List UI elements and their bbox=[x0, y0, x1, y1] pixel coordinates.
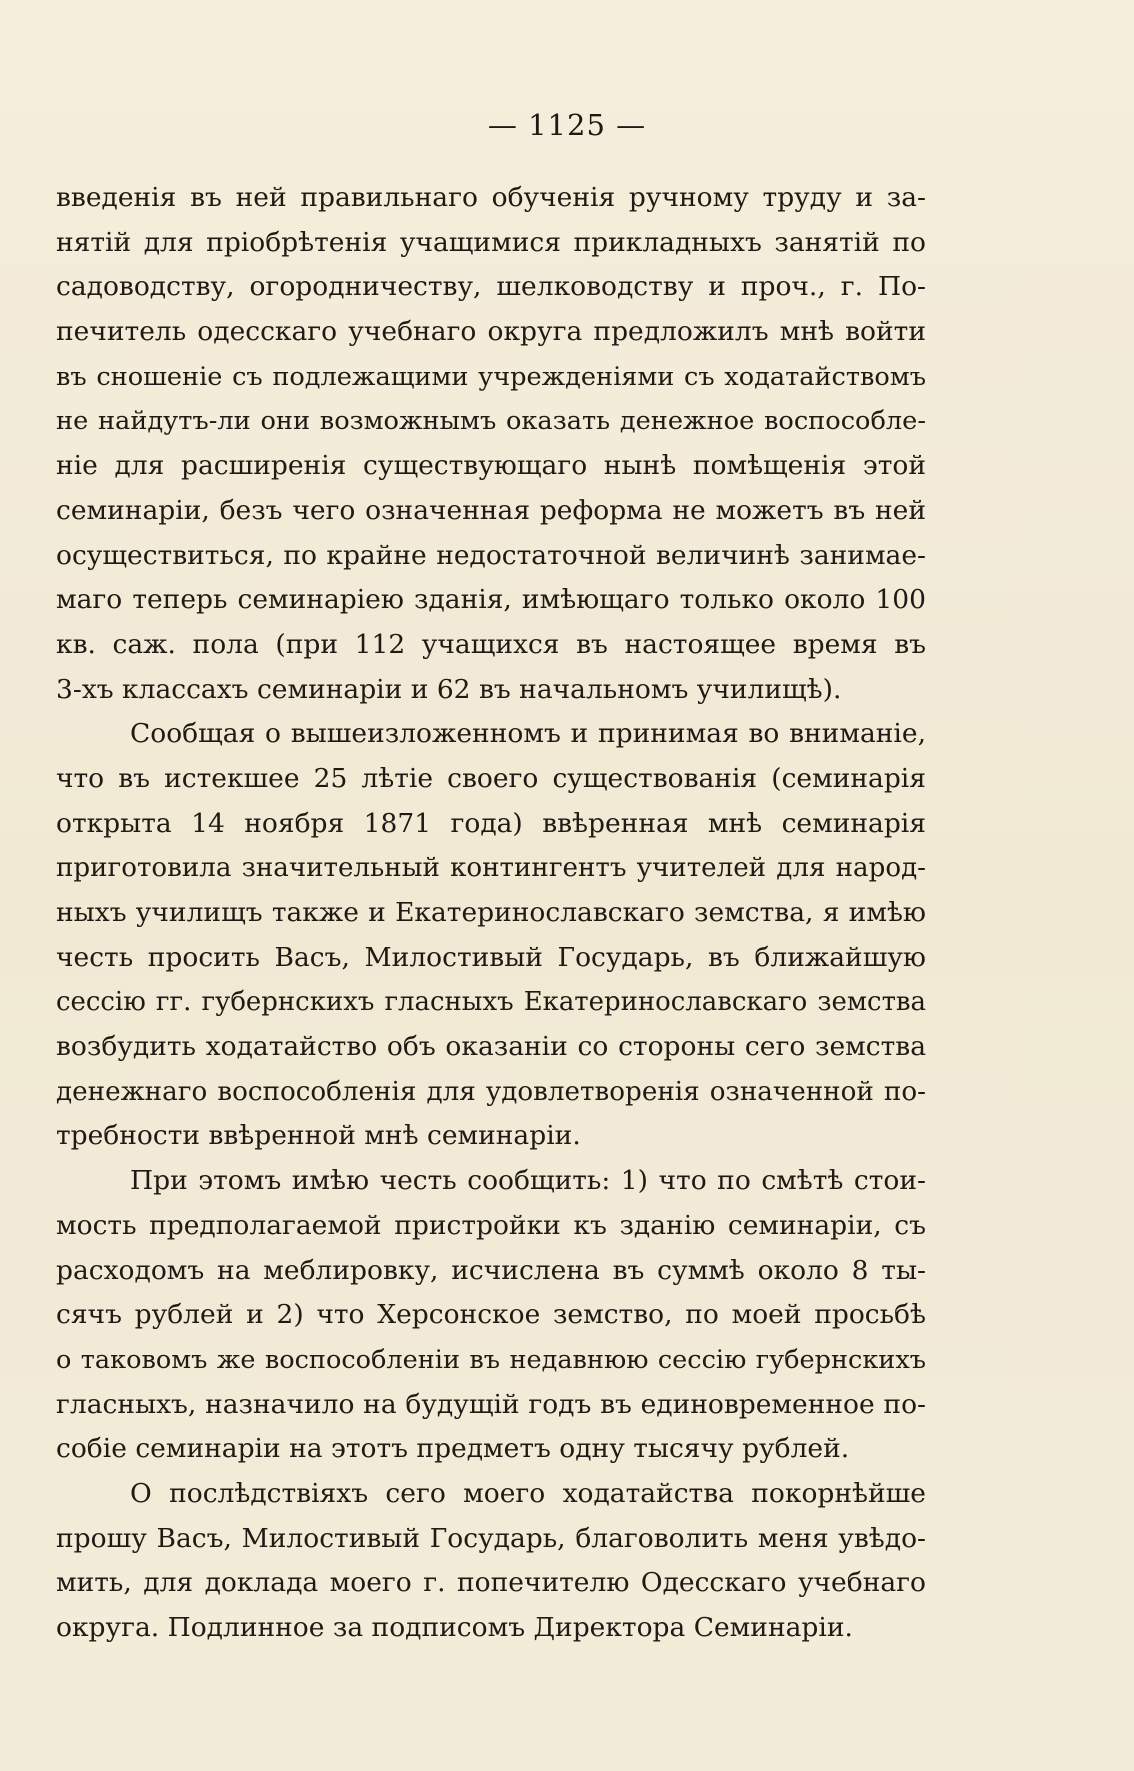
text-line: что въ истекшее 25 лѣтіе своего существованія (семинарія bbox=[56, 762, 926, 794]
text-line: не найдутъ-ли они возможнымъ оказать денежное воспособле- bbox=[56, 406, 926, 437]
text-line: При этомъ имѣю честь сообщить: 1) что по смѣтѣ стои- bbox=[130, 1165, 926, 1197]
text-line: маго теперь семинаріею зданія, имѣющаго только около 100 bbox=[56, 584, 926, 616]
text-line: садоводству, огородничеству, шелководству и проч., г. По- bbox=[56, 271, 926, 303]
text-line: печитель одесскаго учебнаго округа предложилъ мнѣ войти bbox=[56, 316, 926, 348]
text-line: открыта 14 ноября 1871 года) ввѣренная мнѣ семинарія bbox=[56, 807, 926, 839]
body-text bbox=[56, 176, 926, 1651]
text-line: возбудить ходатайство объ оказаніи со стороны сего земства bbox=[56, 1031, 926, 1063]
text-line: сессію гг. губернскихъ гласныхъ Екатеринославскаго земства bbox=[56, 987, 926, 1018]
paragraph-2 bbox=[56, 712, 926, 1159]
text-line: ніе для расширенія существующаго нынѣ помѣщенія этой bbox=[56, 450, 926, 482]
text-line: мость предполагаемой пристройки къ зданію семинаріи, съ bbox=[56, 1209, 926, 1241]
text-line: собіе семинаріи на этотъ предметъ одну тысячу рублей. bbox=[56, 1433, 850, 1465]
text-line: расходомъ на меблировку, исчислена въ суммѣ около 8 ты- bbox=[56, 1254, 926, 1286]
text-line: честь просить Васъ, Милостивый Государь, въ ближайшую bbox=[56, 941, 926, 973]
page-number: — 1125 — bbox=[487, 108, 647, 142]
text-line: о таковомъ же воспособленіи въ недавнюю сессію губернскихъ bbox=[56, 1344, 926, 1375]
paragraph-4 bbox=[56, 1472, 926, 1651]
text-line: требности ввѣренной мнѣ семинаріи. bbox=[56, 1120, 581, 1152]
text-line: 3-хъ классахъ семинаріи и 62 въ начальномъ училищѣ). bbox=[56, 673, 842, 705]
text-line: нятій для пріобрѣтенія учащимися прикладныхъ занятій по bbox=[56, 226, 926, 258]
text-line: приготовила значительный контингентъ учителей для народ- bbox=[56, 853, 926, 884]
text-line: ныхъ училищъ также и Екатеринославскаго земства, я имѣю bbox=[56, 897, 926, 928]
paragraph-1 bbox=[56, 176, 926, 712]
text-line: Сообщая о вышеизложенномъ и принимая во вниманіе, bbox=[130, 718, 926, 750]
text-line: гласныхъ, назначило на будущій годъ въ единовременное по- bbox=[56, 1388, 926, 1420]
text-line: О послѣдствіяхъ сего моего ходатайства покорнѣйше bbox=[130, 1477, 926, 1509]
text-line: семинаріи, безъ чего означенная реформа не можетъ въ ней bbox=[56, 494, 926, 526]
text-line: мить, для доклада моего г. попечителю Одесскаго учебнаго bbox=[56, 1567, 926, 1599]
text-line: сячъ рублей и 2) что Херсонское земство, по моей просьбѣ bbox=[56, 1299, 926, 1331]
paragraph-3 bbox=[56, 1159, 926, 1472]
text-line: округа. Подлинное за подписомъ Директора Семинаріи. bbox=[56, 1612, 853, 1643]
text-line: денежнаго воспособленія для удовлетворенія означенной по- bbox=[56, 1076, 926, 1107]
text-line: кв. саж. пола (при 112 учащихся въ настоящее время въ bbox=[56, 628, 926, 660]
text-line: прошу Васъ, Милостивый Государь, благоволить меня увѣдо- bbox=[56, 1522, 926, 1554]
text-line: введенія въ ней правильнаго обученія ручному труду и за- bbox=[56, 182, 926, 213]
text-line: въ сношеніе съ подлежащими учрежденіями съ ходатайствомъ bbox=[56, 361, 926, 392]
text-line: осуществиться, по крайне недостаточной величинѣ занимае- bbox=[56, 539, 926, 571]
